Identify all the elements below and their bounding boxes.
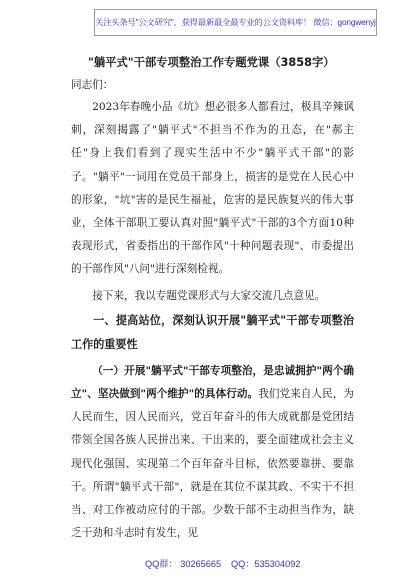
header-banner: 关注头条号"公文研究"，获得最新最全最专业的公文资料库！ 微信：gongwenyj bbox=[94, 9, 377, 36]
paragraph-section-one bbox=[71, 360, 354, 546]
footer-qq: QQ：535304092 bbox=[231, 559, 301, 569]
footer bbox=[0, 556, 408, 570]
document-title: "躺平式"干部专项整治工作专题党课（3858字） bbox=[88, 56, 335, 69]
footer-qq-group: QQ群： 30265665 bbox=[145, 559, 222, 569]
paragraph-transition: 接下来，我以专题党课形式与大家交流几点意见。 bbox=[92, 289, 326, 302]
subheading: （一）开展"躺平式"干部专项整治，是忠诚拥护"两个确立"、坚决做到"两个维护"的具体行动。 bbox=[71, 364, 354, 401]
salutation: 同志们： bbox=[71, 79, 114, 91]
section-heading: 一、提高站位，深刻认识开展"躺平式"干部专项整治工作的重要性 bbox=[71, 313, 354, 351]
body-text: 我们党来自人民，为人民而生，因人民而兴，党百年奋斗的伟大成就都是党团结带领全国各族人民拼出来、干出来的，要全面建成社会主义现代化强国、实现第二个百年奋斗目标，依然要靠拼、要靠干。所谓"躺平式干部"，就是在其位不谋其政、不实干不担当、对工作被动应付的干部。少数干部不主动担当作为，缺乏干劲和斗志时有发生，见 bbox=[71, 388, 355, 540]
paragraph-intro: 2023年春晚小品《坑》想必很多人都看过，极具辛辣讽刺，深刻揭露了"躺平式"不担当不作为的丑态，在"郝主任"身上我们看到了现实生活中不少"躺平式干部"的影子。"躺平"一词用在党员干部身上，损害的是党在人民心中的形象，"坑"害的是民生福祉，危害的是民族复兴的伟大事业，全体干部职工要认真对照"躺平式"干部的3个方面10种表现形式，省委指出的干部作风"十种问题表现"、市委提出的干部作风"八问"进行深刻检视。 bbox=[71, 101, 354, 276]
document-body bbox=[71, 52, 354, 545]
